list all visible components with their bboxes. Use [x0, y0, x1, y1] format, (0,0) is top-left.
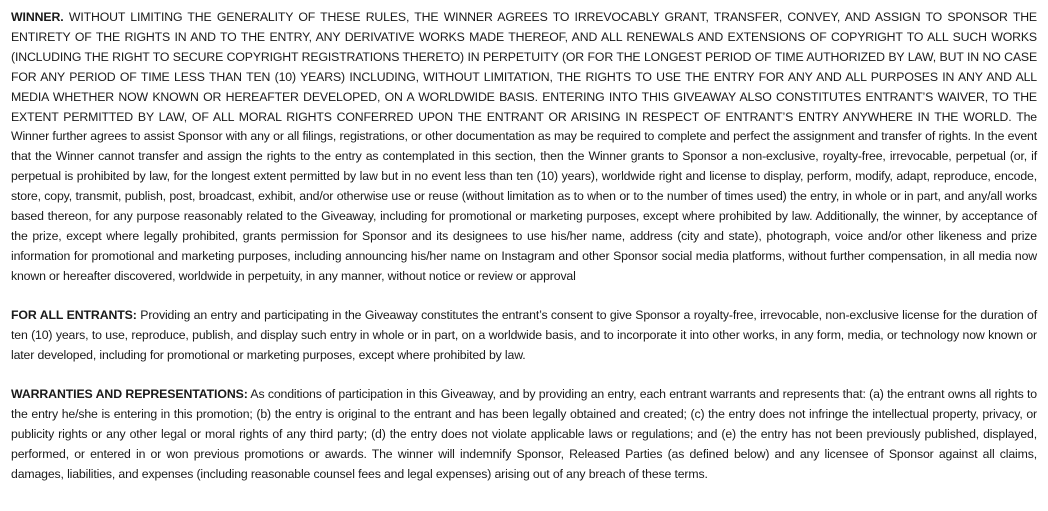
all-entrants-heading: FOR ALL ENTRANTS: — [11, 308, 137, 323]
all-entrants-body-text: Providing an entry and participating in the Giveaway constitutes the entrant’s consent to give Sponsor a royalty-free, irrevocable, non-exclusive license for the duration of ten (10) years, to use, reproduce, publish, and display such entry in whole or in part, on a worldwide basis, and to incorporate it into other works, in any form, media, or technology now known or later developed, including for promotional or marketing purposes, except where prohibited by law. — [11, 308, 1037, 362]
warranties-body-text: As conditions of participation in this Giveaway, and by providing an entry, each entrant warrants and represents that: (a) the entrant owns all rights to the entry he/she is entering in this promotion; (b) the entry is original to the entrant and has been legally obtained and created; (c) the entry does not infringe the intellectual property, privacy, or publicity rights or any other legal or moral rights of any third party; (d) the entry does not violate applicable laws or regulations; and (e) the entry has not been previously published, displayed, performed, or entered in or won previous promotions or awards. The winner will indemnify Sponsor, Released Parties (as defined below) and any licensee of Sponsor against all claims, damages, liabilities, and expenses (including reasonable counsel fees and legal expenses) arising out of any breach of these terms. — [11, 387, 1037, 482]
winner-body-text: The Winner further agrees to assist Sponsor with any or all filings, registrations, or other documentation as may be required to complete and perfect the assignment and transfer of rights. In the event that the Winner cannot transfer and assign the rights to the entry as contemplated in this section, then the Winner grants to Sponsor a non-exclusive, royalty-free, irrevocable, perpetual (or, if perpetual is prohibited by law, for the longest extent permitted by law but in no event less than ten (10) years), worldwide right and license to display, perform, modify, adapt, reproduce, encode, store, copy, transmit, publish, post, broadcast, exhibit, and/or otherwise use or reuse (without limitation as to when or to the number of times used) the entry, in whole or in part, and any/all works based thereon, for any purpose reasonably related to the Giveaway, including for promotional or marketing purposes, except where prohibited by law. Additionally, the winner, by acceptance of the prize, except where legally prohibited, grants permission for Sponsor and its designees to use his/her name, address (city and state), photograph, voice and/or other likeness and prize information for promotional and marketing purposes, including announcing his/her name on Instagram and other Sponsor social media platforms, without further compensation, in all media now known or hereafter discovered, worldwide in perpetuity, in any manner, without notice or review or approval — [11, 109, 1037, 283]
winner-caps-text: WITHOUT LIMITING THE GENERALITY OF THESE RULES, THE WINNER AGREES TO IRREVOCABLY GRANT, TRANSFER, CONVEY, AND ASSIGN TO SPONSOR THE ENTIRETY OF THE RIGHTS IN AND TO THE ENTRY, ANY DERIVATIVE WORKS MADE THEREOF, AND ALL RENEWALS AND EXTENSIONS OF COPYRIGHT TO ALL SUCH WORKS (INCLUDING THE RIGHT TO SECURE COPYRIGHT REGISTRATIONS THERETO) IN PERPETUITY (OR FOR THE LONGEST PERIOD OF TIME AUTHORIZED BY LAW, BUT IN NO CASE FOR ANY PERIOD OF TIME LESS THAN TEN (10) YEARS) INCLUDING, WITHOUT LIMITATION, THE RIGHTS TO USE THE ENTRY FOR ANY AND ALL PURPOSES IN ANY AND ALL MEDIA WHETHER NOW KNOWN OR HEREAFTER DEVELOPED, ON A WORLDWIDE BASIS. ENTERING INTO THIS GIVEAWAY ALSO CONSTITUTES ENTRANT’S WAIVER, TO THE EXTENT PERMITTED BY LAW, OF ALL MORAL RIGHTS CONFERRED UPON THE ENTRANT OR ARISING IN RESPECT OF ENTRANT’S ENTRY ANYWHERE IN THE WORLD. — [11, 10, 1037, 124]
rules-document — [11, 8, 1037, 485]
winner-paragraph — [11, 8, 1037, 287]
warranties-heading: WARRANTIES AND REPRESENTATIONS: — [11, 387, 248, 402]
warranties-paragraph — [11, 385, 1037, 485]
all-entrants-paragraph — [11, 306, 1037, 366]
winner-heading: WINNER. — [11, 10, 64, 24]
